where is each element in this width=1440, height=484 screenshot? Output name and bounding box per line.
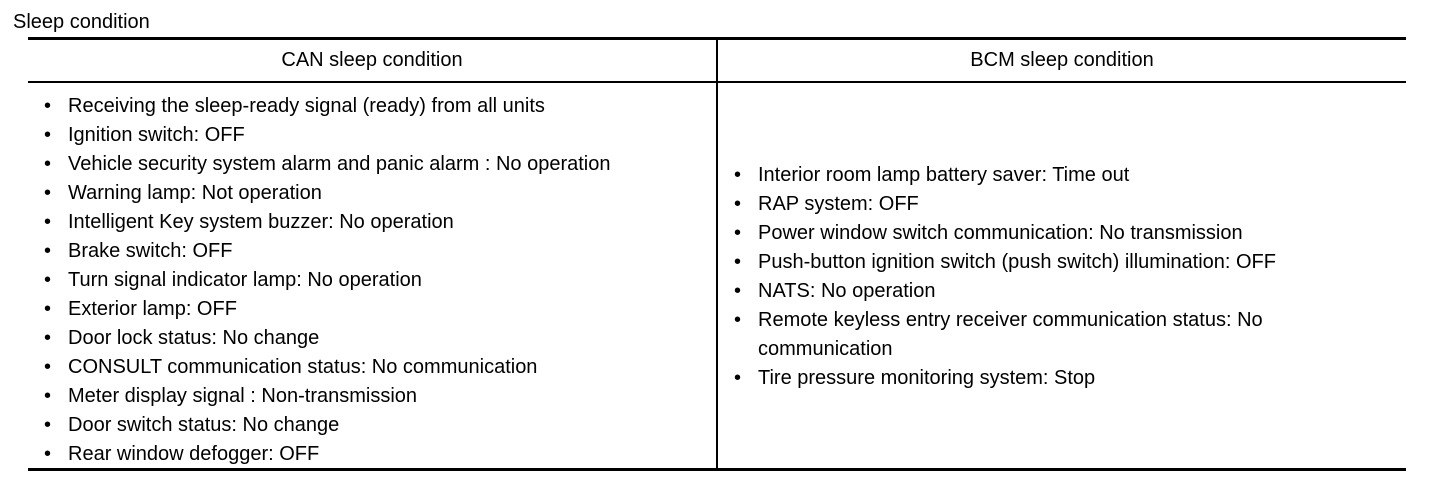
list-item: • Push-button ignition switch (push switch) illumination: OFF — [718, 248, 1378, 277]
header-can-sleep-condition: CAN sleep condition — [281, 49, 463, 71]
list-item: • Door lock status: No change — [28, 324, 610, 353]
list-item: • Intelligent Key system buzzer: No operation — [28, 208, 610, 237]
list-item: • Ignition switch: OFF — [28, 121, 610, 150]
list-item: • Remote keyless entry receiver communication status: No communication — [718, 306, 1378, 364]
bcm-sleep-condition-list — [718, 161, 1378, 393]
list-item: • Warning lamp: Not operation — [28, 179, 610, 208]
header-bcm-sleep-condition: BCM sleep condition — [970, 49, 1154, 71]
table-body — [28, 83, 1406, 468]
list-item: • Rear window defogger: OFF — [28, 440, 610, 469]
list-item: • Door switch status: No change — [28, 411, 610, 440]
list-item: • Turn signal indicator lamp: No operation — [28, 266, 610, 295]
list-item: • CONSULT communication status: No communication — [28, 353, 610, 382]
list-item: • Tire pressure monitoring system: Stop — [718, 364, 1378, 393]
list-item: • Vehicle security system alarm and panic alarm : No operation — [28, 150, 610, 179]
list-item: • RAP system: OFF — [718, 190, 1378, 219]
list-item: • Brake switch: OFF — [28, 237, 610, 266]
list-item: • Interior room lamp battery saver: Time out — [718, 161, 1378, 190]
sleep-condition-table — [28, 37, 1406, 471]
list-item: • NATS: No operation — [718, 277, 1378, 306]
list-item: • Receiving the sleep-ready signal (ready) from all units — [28, 92, 610, 121]
sleep-condition-caption: Sleep condition — [13, 11, 150, 33]
can-sleep-condition-list — [28, 92, 610, 469]
list-item: • Exterior lamp: OFF — [28, 295, 610, 324]
list-item: • Meter display signal : Non-transmission — [28, 382, 610, 411]
list-item: • Power window switch communication: No transmission — [718, 219, 1378, 248]
